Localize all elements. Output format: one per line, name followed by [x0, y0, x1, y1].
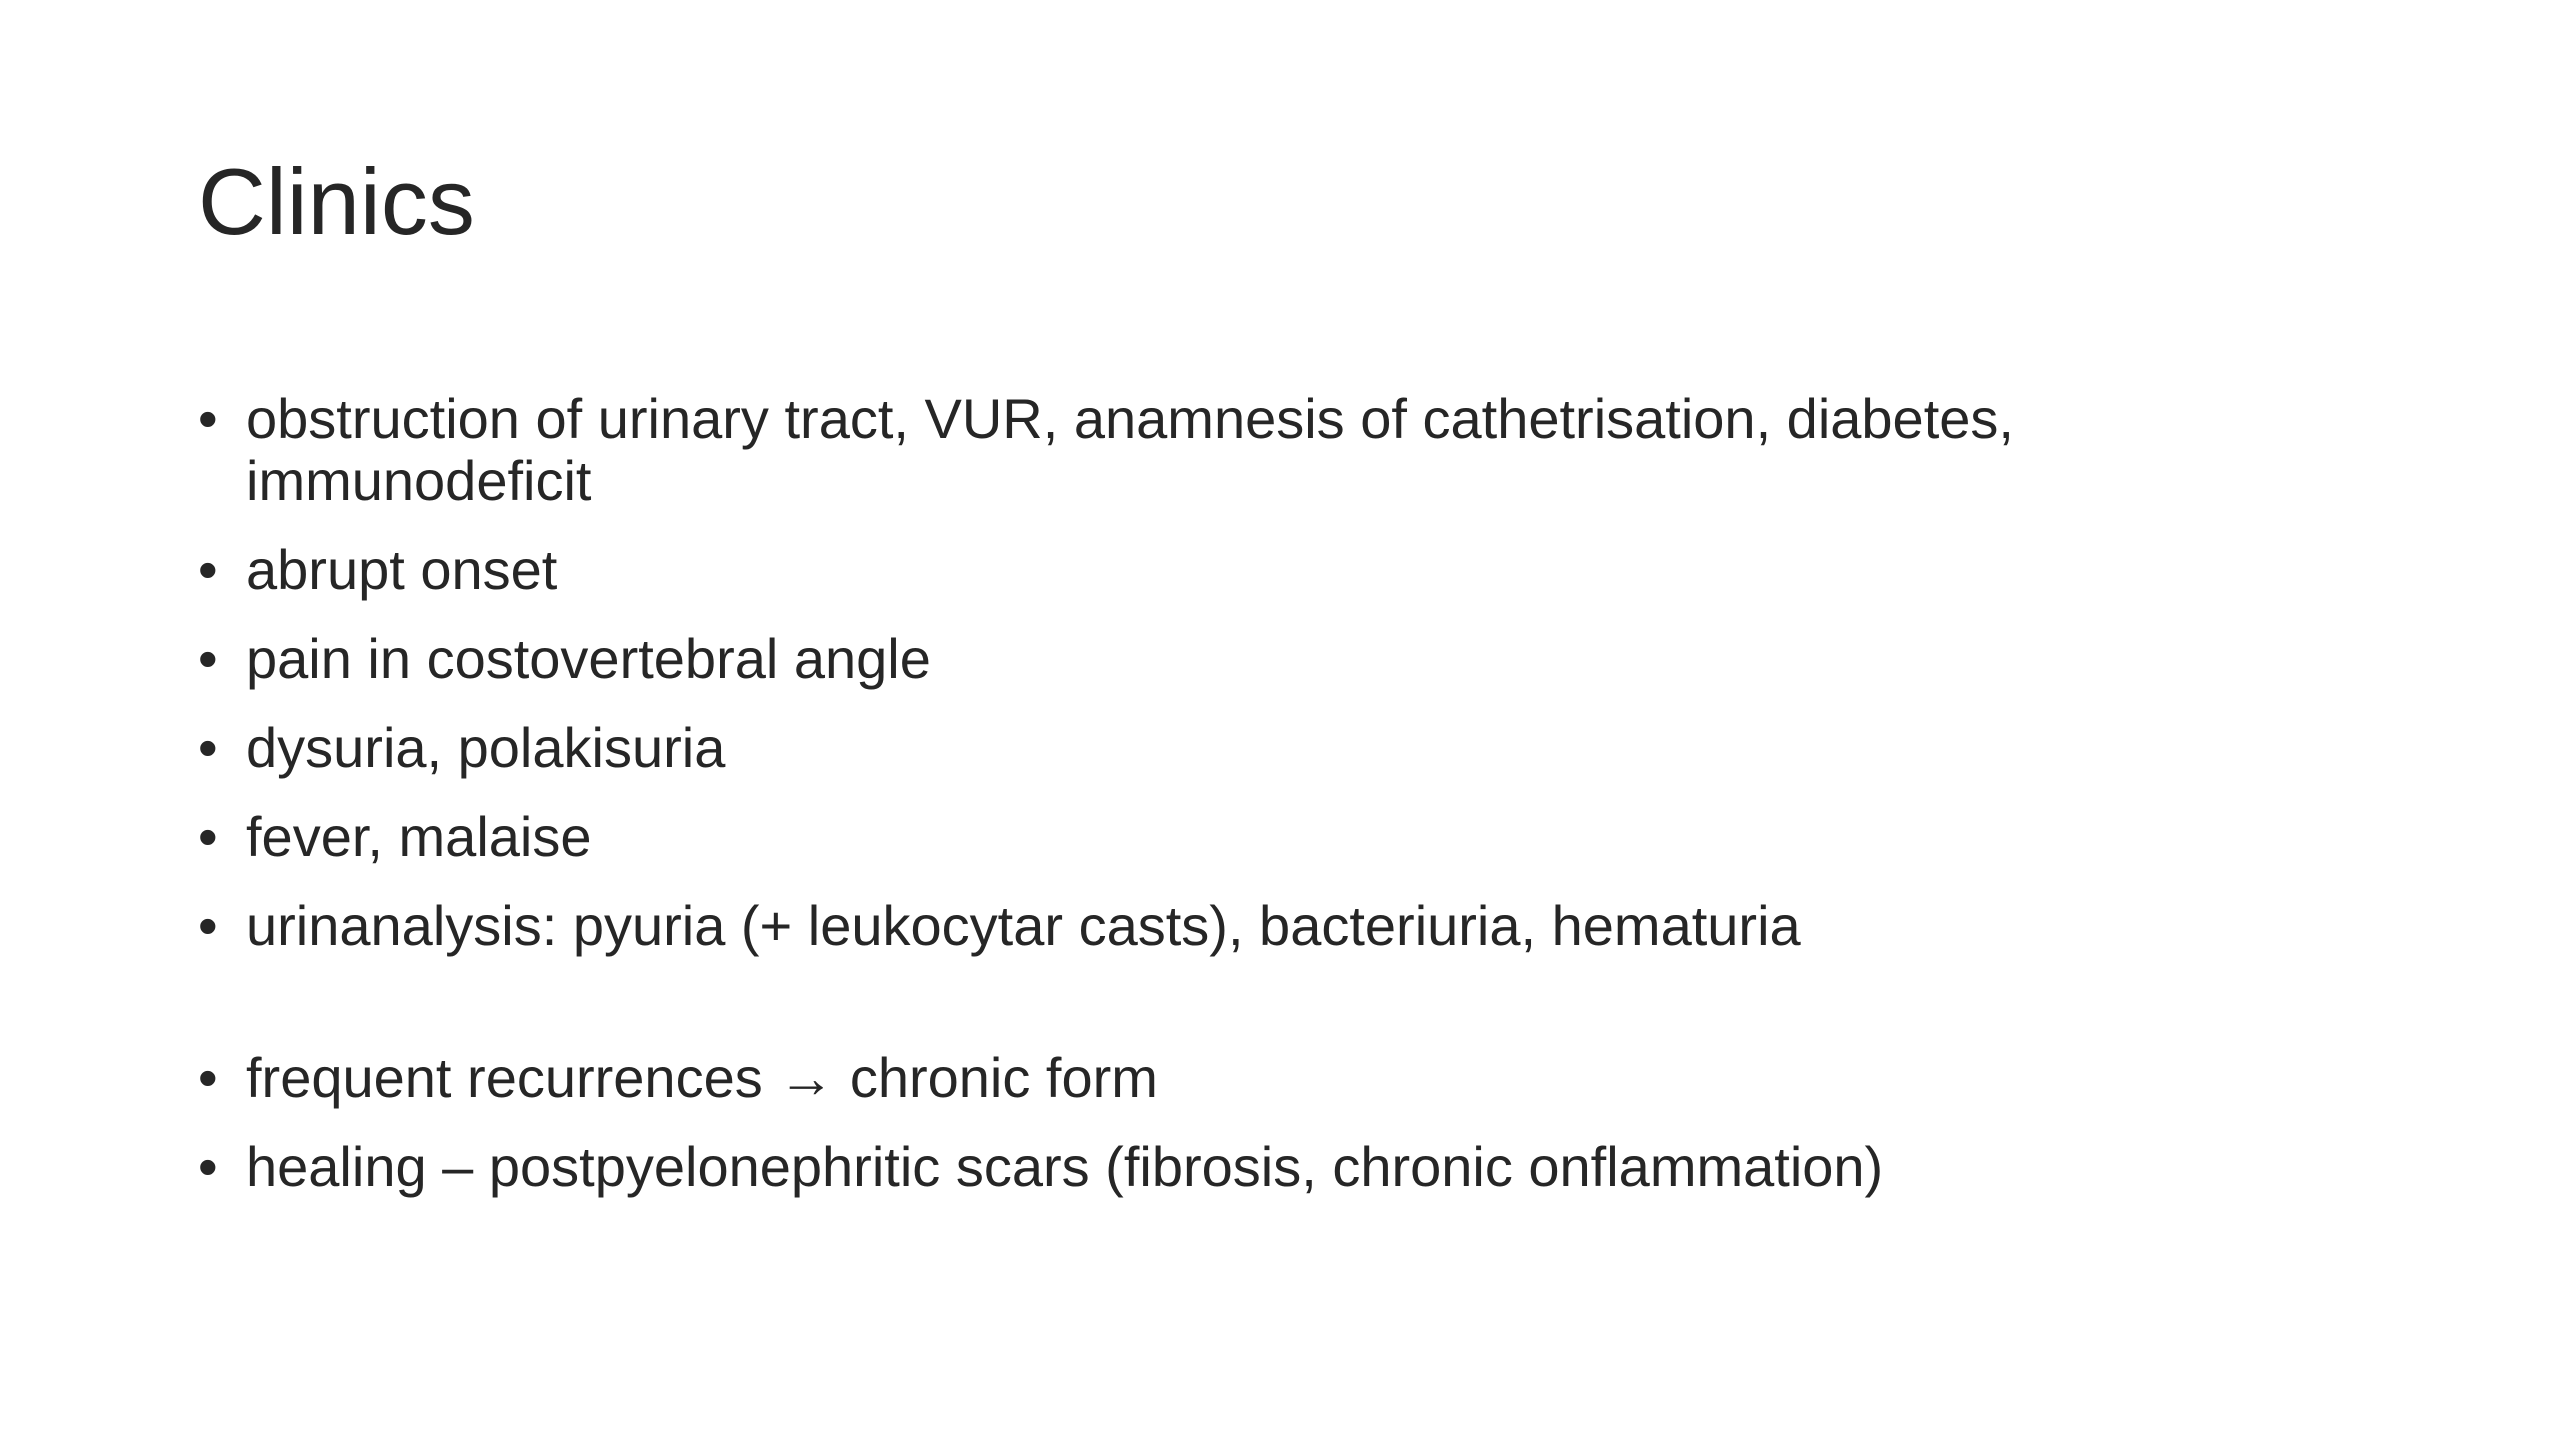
bullet-dot-icon: • [198, 716, 218, 779]
bullet-item [198, 628, 2348, 690]
bullet-item [198, 717, 2348, 779]
bullet-text: dysuria, polakisuria [246, 716, 726, 779]
bullet-dot-icon: • [198, 387, 218, 450]
bullet-dot-icon: • [198, 894, 218, 957]
bullet-text: healing – postpyelonephritic scars (fibrosis, chronic onflammation) [246, 1135, 1884, 1198]
bullet-dot-icon: • [198, 805, 218, 868]
bullet-item [198, 539, 2348, 601]
bullet-item [198, 388, 2348, 512]
bullet-text: abrupt onset [246, 538, 558, 601]
bullet-item [198, 1136, 2348, 1198]
bullet-dot-icon: • [198, 1046, 218, 1109]
bullet-text: urinanalysis: pyuria (+ leukocytar casts), bacteriuria, hematuria [246, 894, 1801, 957]
bullet-list [198, 388, 2348, 1225]
bullet-text: obstruction of urinary tract, VUR, anamnesis of cathetrisation, diabetes, immunodeficit [246, 387, 2014, 512]
bullet-dot-icon: • [198, 538, 218, 601]
slide-title: Clinics [198, 149, 475, 254]
bullet-text: pain in costovertebral angle [246, 627, 931, 690]
bullet-dot-icon: • [198, 1135, 218, 1198]
bullet-item [198, 1047, 2348, 1109]
bullet-text: fever, malaise [246, 805, 592, 868]
bullet-item [198, 895, 2348, 957]
bullet-text: frequent recurrences → chronic form [246, 1046, 1158, 1109]
bullet-item [198, 806, 2348, 868]
bullet-dot-icon: • [198, 627, 218, 690]
